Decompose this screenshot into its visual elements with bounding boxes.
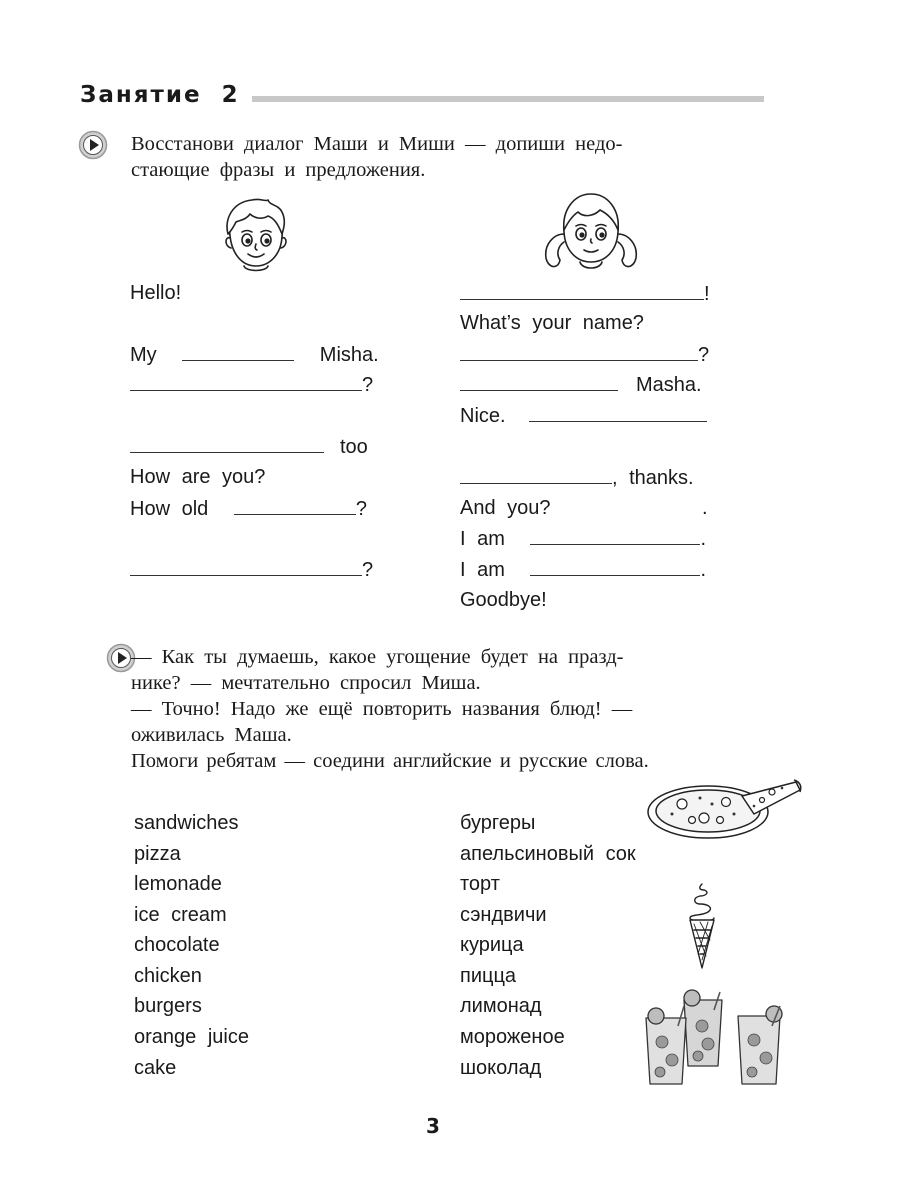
russian-word[interactable]: сэндвичи <box>460 904 547 926</box>
exclamation-mark: ! <box>704 283 710 305</box>
russian-word[interactable]: апельсиновый сок <box>460 843 636 865</box>
blank-field[interactable] <box>529 403 707 422</box>
blank-field[interactable] <box>460 465 612 484</box>
misha-line-how-old <box>130 496 367 521</box>
blank-field[interactable] <box>460 342 698 361</box>
misha-how-old-text: How old <box>130 498 209 520</box>
masha-line-i-am-2 <box>460 557 706 582</box>
exercise2-story-line-2: нике? — мечтательно спросил Миша. <box>131 672 481 694</box>
english-word[interactable]: orange juice <box>134 1026 249 1048</box>
misha-line-name <box>130 342 379 367</box>
question-mark: ? <box>362 559 374 581</box>
english-word[interactable]: pizza <box>134 843 181 865</box>
blank-field[interactable] <box>530 557 700 576</box>
lesson-title: Занятие 2 <box>80 82 240 108</box>
russian-word[interactable]: пицца <box>460 965 517 987</box>
question-mark: ? <box>355 498 367 520</box>
masha-line-name <box>460 372 702 397</box>
masha-whats-your-name: What’s your name? <box>460 312 644 334</box>
title-rule <box>252 96 764 102</box>
masha-line-i-am-1 <box>460 526 706 551</box>
russian-word[interactable]: лимонад <box>460 995 542 1017</box>
question-mark: ? <box>362 374 374 396</box>
exercise1-instruction-line-1: Восстанови диалог Маши и Миши — допиши недо- <box>131 133 623 155</box>
masha-and-you: And you? <box>460 497 551 519</box>
blank-field[interactable] <box>182 342 294 361</box>
exercise2-story-line-3: — Точно! Надо же ещё повторить названия блюд! — <box>131 698 633 720</box>
blank-field[interactable] <box>130 372 362 391</box>
english-word[interactable]: chocolate <box>134 934 220 956</box>
russian-word[interactable]: торт <box>460 873 500 895</box>
ice-cream-illustration <box>686 880 718 970</box>
russian-word[interactable]: курица <box>460 934 524 956</box>
girl-illustration <box>538 184 644 280</box>
blank-field[interactable] <box>460 281 704 300</box>
blank-field[interactable] <box>234 496 356 515</box>
page-number: 3 <box>426 1114 440 1138</box>
english-word[interactable]: ice cream <box>134 904 227 926</box>
blank-field[interactable] <box>130 434 324 453</box>
russian-word[interactable]: бургеры <box>460 812 536 834</box>
masha-line-question <box>460 342 709 367</box>
english-word[interactable]: lemonade <box>134 873 222 895</box>
misha-how-are-you: How are you? <box>130 466 266 488</box>
blank-field[interactable] <box>130 557 362 576</box>
masha-thanks-text: , thanks. <box>612 467 694 489</box>
exercise1-instruction-line-2: стающие фразы и предложения. <box>131 159 426 181</box>
misha-hello: Hello! <box>130 282 182 304</box>
exercise2-story-line-1: — Как ты думаешь, какое угощение будет на празд- <box>131 646 624 668</box>
misha-my-text: My <box>130 344 157 366</box>
exercise2-story-line-5: Помоги ребятам — соедини английские и русские слова. <box>131 750 649 772</box>
period-mark: . <box>700 559 707 581</box>
period-mark: . <box>700 528 707 550</box>
pizza-illustration <box>642 774 804 844</box>
misha-line-too <box>130 434 368 459</box>
russian-word[interactable]: шоколад <box>460 1057 542 1079</box>
misha-too-text: too <box>340 436 368 458</box>
boy-illustration <box>212 194 298 280</box>
exercise2-story-line-4: оживилась Маша. <box>131 724 292 746</box>
english-word[interactable]: sandwiches <box>134 812 239 834</box>
english-word[interactable]: cake <box>134 1057 177 1079</box>
masha-nice-text: Nice. <box>460 405 506 427</box>
masha-line-nice <box>460 403 707 428</box>
misha-line-question-3 <box>130 557 373 582</box>
misha-line-question-1 <box>130 372 373 397</box>
english-word[interactable]: chicken <box>134 965 202 987</box>
play-icon <box>78 130 108 160</box>
question-mark: ? <box>698 344 710 366</box>
masha-i-am-text: I am <box>460 559 505 581</box>
blank-field[interactable] <box>530 526 700 545</box>
masha-goodbye: Goodbye! <box>460 589 547 611</box>
russian-word[interactable]: мороженое <box>460 1026 565 1048</box>
english-word[interactable]: burgers <box>134 995 202 1017</box>
masha-i-am-text: I am <box>460 528 505 550</box>
masha-line-greet <box>460 281 710 306</box>
lemonade-illustration <box>642 986 786 1090</box>
period-mark: . <box>702 497 708 519</box>
masha-line-thanks <box>460 465 694 490</box>
masha-name-text: Masha. <box>636 374 702 396</box>
blank-field[interactable] <box>460 372 618 391</box>
misha-name-text: Misha. <box>319 344 379 366</box>
